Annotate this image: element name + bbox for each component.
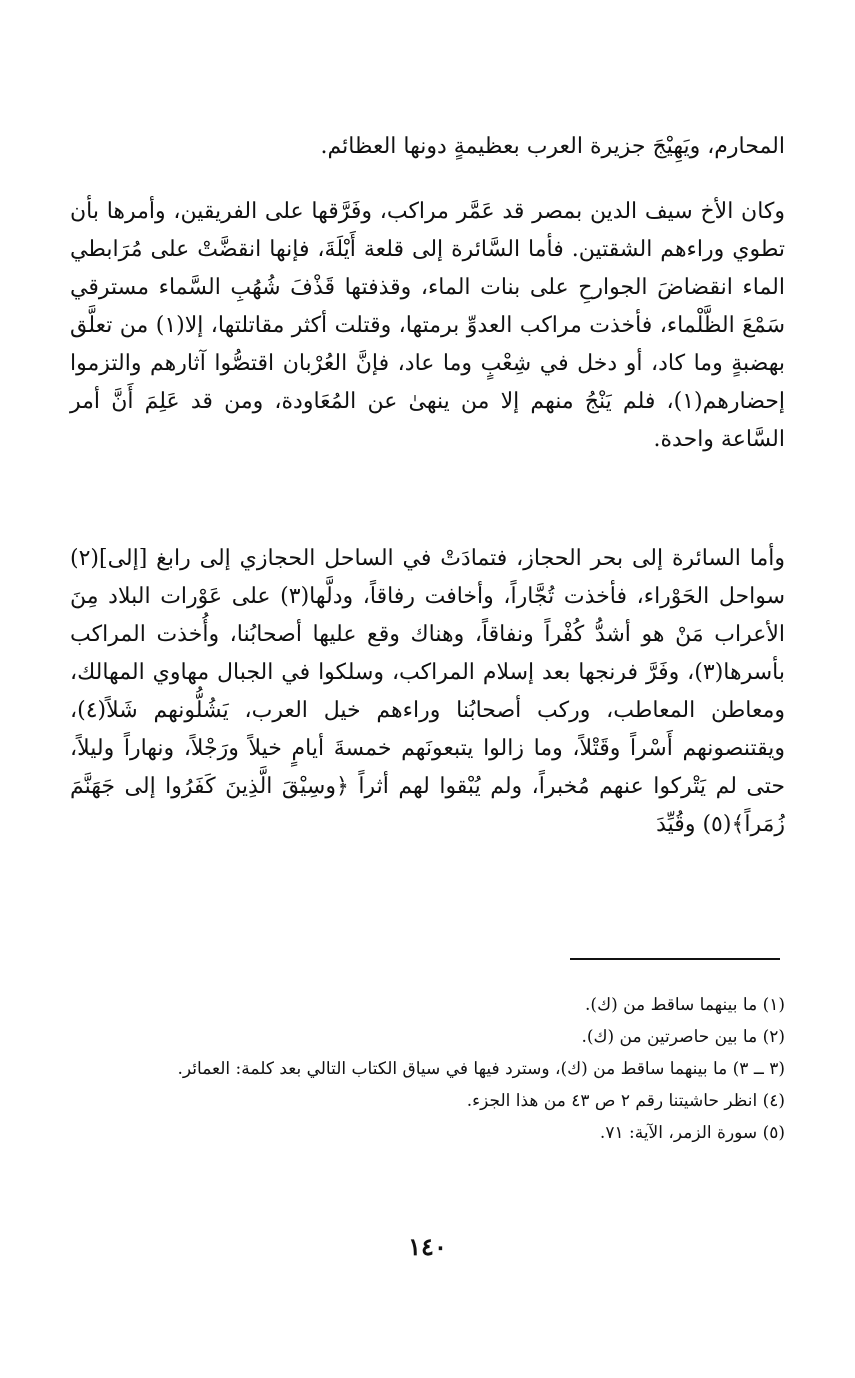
footnotes	[70, 990, 785, 1150]
paragraph-1: المحارم، ويَهِيْجَ جزيرة العرب بعظيمةٍ دونها العظائم.	[320, 134, 785, 159]
footnote-1: (١) ما بينهما ساقط من (ك).	[585, 995, 785, 1015]
footnote-5: (٥) سورة الزمر، الآية: ٧١.	[599, 1123, 785, 1143]
footnote-3: (٣ ــ ٣) ما بينهما ساقط من (ك)، وسترد فيها في سياق الكتاب التالي بعد كلمة: العمائر.	[177, 1059, 785, 1079]
page-number: ١٤٠	[408, 1232, 447, 1261]
footnote-separator	[570, 958, 780, 960]
paragraph-2: وكان الأخ سيف الدين بمصر قد عَمَّر مراكب، وفَرَّقها على الفريقين، وأمرها بأن تطوي وراءهم الشقتين. فأما السَّائرة إلى قلعة أَيْلَةَ، فإنها انقضَّتْ على مُرَابطي الماء انقضاضَ الجوارحِ على بنات الماء، وقذفتها قَذْفَ شُهُبِ السَّماء مسترقي سَمْعَ الظَّلْماء، فأخذت مراكب العدوِّ برمتها، وقتلت أكثر مقاتلتها، إلا(١) من تعلَّق بهضبةٍ وما كاد، أو دخل في شِعْبٍ وما عاد، فإنَّ العُرْبان اقتصُّوا آثارهم والتزموا إحضارهم(١)، فلم يَنْجُ منهم إلا من ينهىٰ عن المُعَاودة، ومن قد عَلِمَ أَنَّ أمر السَّاعة واحدة.	[70, 199, 786, 452]
footnote-2: (٢) ما بين حاصرتين من (ك).	[581, 1027, 785, 1047]
paragraph-3: وأما السائرة إلى بحر الحجاز، فتمادَتْ في الساحل الحجازي إلى رابغ [إلى](٢) سواحل الحَوْراء، فأخذت تُجَّاراً، وأخافت رفاقاً، ودلَّها(٣) على عَوْرات البلاد مِنَ الأعراب مَنْ هو أشدُّ كُفْراً ونفاقاً، وهناك وقع عليها أصحابُنا، وأُخذت المراكب بأسرها(٣)، وفَرَّ فرنجها بعد إسلام المراكب، وسلكوا في الجبال مهاوي المهالك، ومعاطن المعاطب، وركب أصحابُنا وراءهم خيل العرب، يَشُلُّونهم شَلاً(٤)، ويقتنصونهم أَسْراً وقَتْلاً، وما زالوا يتبعونَهم خمسةَ أيامٍ خيلاً ورَجْلاً، ونهاراً وليلاً، حتى لم يَتْركوا عنهم مُخبراً، ولم يُبْقوا لهم أثراً ﴿وسِيْقَ الَّذِينَ كَفَرُوا إلى جَهَنَّمَ زُمَراً﴾(٥) وقُيِّدَ	[70, 546, 786, 837]
footnote-4: (٤) انظر حاشيتنا رقم ٢ ص ٤٣ من هذا الجزء.	[466, 1091, 785, 1111]
